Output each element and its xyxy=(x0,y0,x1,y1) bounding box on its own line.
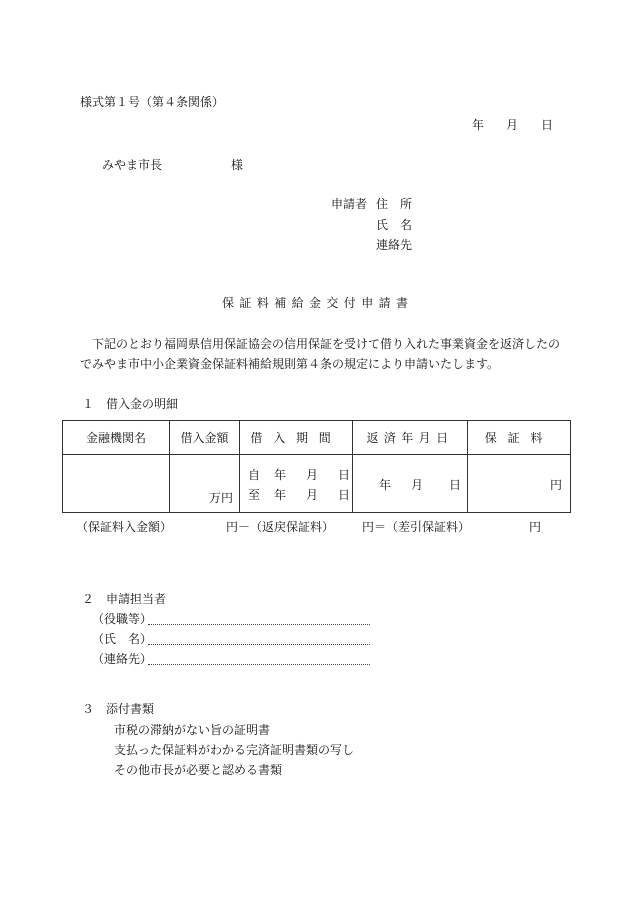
header-return-date: 返済年月日 xyxy=(353,421,468,455)
field-label-name: （氏 名） xyxy=(92,632,153,646)
date-month: 月 xyxy=(506,118,519,132)
fee-unit: 円 xyxy=(549,478,562,492)
cell-return-date[interactable] xyxy=(353,455,468,513)
calc-equals: 円＝（差引保証料） xyxy=(362,520,471,534)
period-from: 自 年 月 日 xyxy=(248,468,351,482)
calc-yen: 円 xyxy=(529,520,542,534)
return-month: 月 xyxy=(411,478,424,492)
header-bank-name: 金融機関名 xyxy=(63,421,170,455)
table-header-row xyxy=(63,421,571,455)
field-label-position: （役職等） xyxy=(92,612,153,626)
field-label-contact: （連絡先） xyxy=(92,652,153,666)
field-line-name[interactable] xyxy=(148,644,370,645)
amount-unit: 万円 xyxy=(208,491,233,505)
section1-heading: １ 借入金の明細 xyxy=(82,397,179,411)
date-year: 年 xyxy=(472,118,485,132)
applicant-contact-label: 連絡先 xyxy=(376,238,413,252)
calc-minus: 円－（返戻保証料） xyxy=(226,520,335,534)
loan-details-table xyxy=(62,420,571,513)
cell-bank-name[interactable] xyxy=(63,455,170,513)
cell-guarantee-fee[interactable] xyxy=(468,455,571,513)
field-line-contact[interactable] xyxy=(148,664,370,665)
attachment-item: 市税の滞納がない旨の証明書 xyxy=(114,723,271,737)
header-guarantee-fee: 保証料 xyxy=(468,421,571,455)
period-to: 至 年 月 日 xyxy=(248,488,351,502)
date-day: 日 xyxy=(541,118,554,132)
body-line-1: 下記のとおり福岡県信用保証協会の信用保証を受けて借り入れた事業資金を返済したの xyxy=(92,337,561,351)
addressee-name: みやま市長 xyxy=(102,158,163,172)
header-loan-period: 借入期間 xyxy=(240,421,353,455)
calc-paid-label: （保証料入金額） xyxy=(76,520,173,534)
applicant-address-label: 住 所 xyxy=(376,197,413,211)
applicant-name-label: 氏 名 xyxy=(376,218,413,232)
applicant-label: 申請者 xyxy=(331,197,368,211)
table-row xyxy=(63,455,571,513)
attachment-item: 支払った保証料がわかる完済証明書類の写し xyxy=(114,743,355,757)
field-line-position[interactable] xyxy=(148,624,370,625)
addressee-honorific: 様 xyxy=(231,158,244,172)
cell-loan-period[interactable] xyxy=(240,455,353,513)
attachment-item: その他市長が必要と認める書類 xyxy=(114,763,283,777)
section3-heading: ３ 添付書類 xyxy=(82,702,155,716)
document-title: 保証料補給金交付申請書 xyxy=(222,296,414,310)
section2-heading: ２ 申請担当者 xyxy=(82,592,167,606)
body-line-2: でみやま市中小企業資金保証料補給規則第４条の規定により申請いたします。 xyxy=(80,357,500,371)
cell-loan-amount[interactable] xyxy=(170,455,240,513)
form-label: 様式第１号（第４条関係） xyxy=(80,95,225,109)
return-day: 日 xyxy=(449,478,462,492)
return-year: 年 xyxy=(379,478,392,492)
header-loan-amount: 借入金額 xyxy=(170,421,240,455)
